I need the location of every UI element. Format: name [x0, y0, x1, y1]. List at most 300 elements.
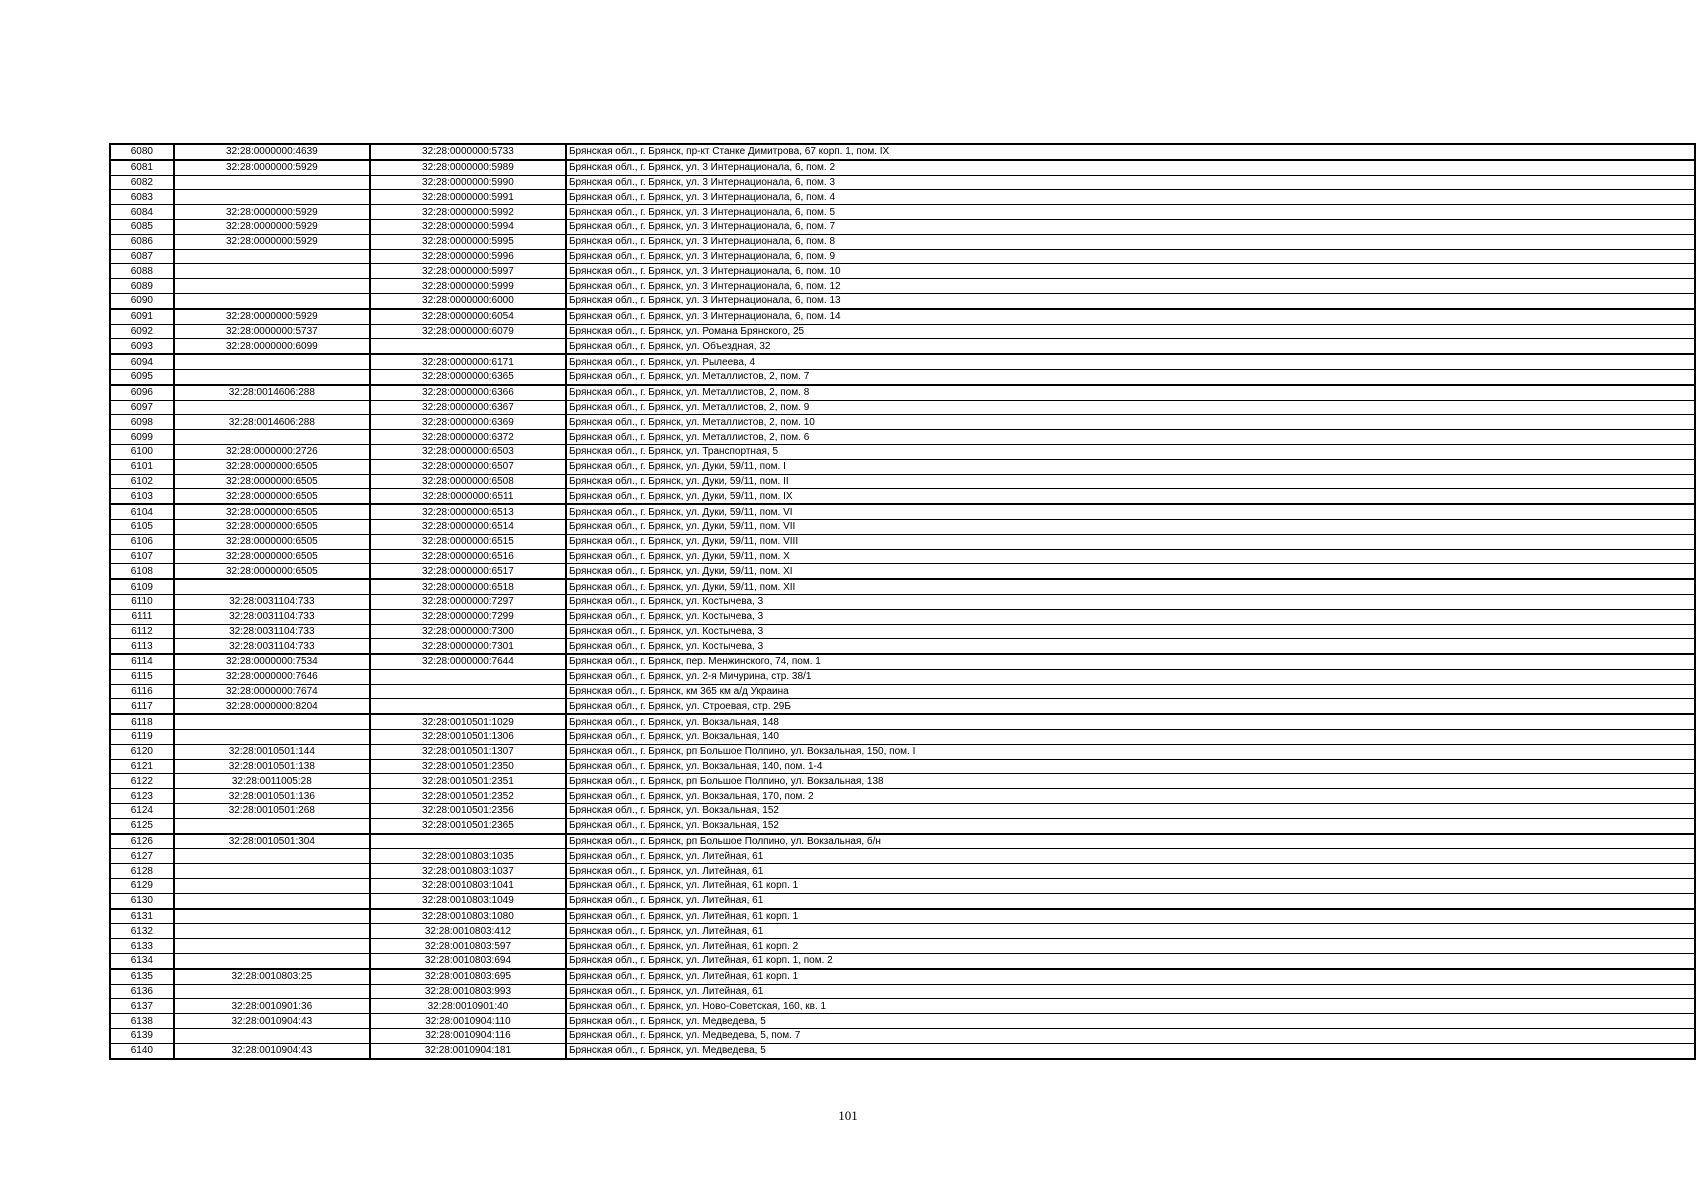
table-row — [110, 774, 1695, 789]
parent-cadastral-number-cell — [174, 730, 370, 745]
address-cell: Брянская обл., г. Брянск, ул. Литейная, 61 корп. 2 — [566, 939, 1695, 954]
parent-cadastral-number-cell: 32:28:0011005:28 — [174, 774, 370, 789]
address-cell: Брянская обл., г. Брянск, ул. Костычева, 3 — [566, 639, 1695, 654]
page-number: 101 — [838, 1108, 858, 1123]
cadastral-number-cell: 32:28:0010904:181 — [370, 1043, 566, 1058]
parent-cadastral-number-cell: 32:28:0000000:6505 — [174, 519, 370, 534]
address-cell: Брянская обл., г. Брянск, ул. 3 Интернационала, 6, пом. 4 — [566, 190, 1695, 205]
row-number-cell: 6107 — [110, 549, 174, 564]
table-row — [110, 939, 1695, 954]
address-cell: Брянская обл., г. Брянск, ул. Литейная, 61 — [566, 893, 1695, 908]
address-cell: Брянская обл., г. Брянск, ул. Литейная, 61 — [566, 849, 1695, 864]
address-cell: Брянская обл., г. Брянск, ул. Вокзальная, 152 — [566, 818, 1695, 833]
cadastral-number-cell: 32:28:0000000:7644 — [370, 654, 566, 669]
table-row — [110, 385, 1695, 400]
address-cell: Брянская обл., г. Брянск, ул. Литейная, 61 — [566, 984, 1695, 999]
row-number-cell: 6125 — [110, 818, 174, 833]
table-row — [110, 519, 1695, 534]
parent-cadastral-number-cell — [174, 984, 370, 999]
cadastral-number-cell: 32:28:0000000:7299 — [370, 609, 566, 624]
row-number-cell: 6112 — [110, 624, 174, 639]
cadastral-number-cell — [370, 684, 566, 699]
row-number-cell: 6084 — [110, 205, 174, 220]
cadastral-number-cell: 32:28:0000000:7297 — [370, 594, 566, 609]
row-number-cell: 6113 — [110, 639, 174, 654]
address-cell: Брянская обл., г. Брянск, ул. Литейная, 61 — [566, 864, 1695, 879]
parent-cadastral-number-cell: 32:28:0000000:5929 — [174, 160, 370, 175]
row-number-cell: 6096 — [110, 385, 174, 400]
parent-cadastral-number-cell: 32:28:0000000:6505 — [174, 534, 370, 549]
row-number-cell: 6131 — [110, 909, 174, 924]
address-cell: Брянская обл., г. Брянск, ул. Дуки, 59/11, пом. VI — [566, 504, 1695, 519]
address-cell: Брянская обл., г. Брянск, ул. Костычева, 3 — [566, 624, 1695, 639]
cadastral-number-cell: 32:28:0010501:2350 — [370, 759, 566, 774]
table-row — [110, 999, 1695, 1014]
address-cell: Брянская обл., г. Брянск, ул. Транспортная, 5 — [566, 444, 1695, 459]
table-row — [110, 474, 1695, 489]
parent-cadastral-number-cell — [174, 939, 370, 954]
row-number-cell: 6140 — [110, 1043, 174, 1058]
row-number-cell: 6089 — [110, 279, 174, 294]
parent-cadastral-number-cell — [174, 818, 370, 833]
address-cell: Брянская обл., г. Брянск, ул. Костычева, 3 — [566, 594, 1695, 609]
address-cell: Брянская обл., г. Брянск, ул. Рылеева, 4 — [566, 354, 1695, 369]
parent-cadastral-number-cell: 32:28:0000000:5929 — [174, 234, 370, 249]
address-cell: Брянская обл., г. Брянск, ул. Романа Брянского, 25 — [566, 324, 1695, 339]
table-row — [110, 415, 1695, 430]
row-number-cell: 6094 — [110, 354, 174, 369]
cadastral-number-cell: 32:28:0010803:993 — [370, 984, 566, 999]
parent-cadastral-number-cell: 32:28:0000000:6505 — [174, 564, 370, 579]
cadastral-number-cell: 32:28:0010501:2352 — [370, 789, 566, 804]
table-row — [110, 489, 1695, 504]
address-cell: Брянская обл., г. Брянск, ул. Ново-Советская, 160, кв. 1 — [566, 999, 1695, 1014]
parent-cadastral-number-cell: 32:28:0000000:6505 — [174, 549, 370, 564]
parent-cadastral-number-cell: 32:28:0000000:7534 — [174, 654, 370, 669]
cadastral-number-cell: 32:28:0010501:2365 — [370, 818, 566, 833]
table-row — [110, 504, 1695, 519]
row-number-cell: 6122 — [110, 774, 174, 789]
cadastral-number-cell: 32:28:0000000:6503 — [370, 444, 566, 459]
parent-cadastral-number-cell — [174, 279, 370, 294]
address-cell: Брянская обл., г. Брянск, ул. 3 Интернационала, 6, пом. 2 — [566, 160, 1695, 175]
row-number-cell: 6109 — [110, 579, 174, 594]
row-number-cell: 6129 — [110, 879, 174, 894]
cadastral-number-cell: 32:28:0000000:6372 — [370, 430, 566, 445]
table-row — [110, 459, 1695, 474]
parent-cadastral-number-cell: 32:28:0000000:6099 — [174, 339, 370, 354]
cadastral-number-cell: 32:28:0010501:1307 — [370, 744, 566, 759]
table-row — [110, 879, 1695, 894]
cadastral-number-cell: 32:28:0010803:1080 — [370, 909, 566, 924]
parent-cadastral-number-cell: 32:28:0000000:5929 — [174, 205, 370, 220]
address-cell: Брянская обл., г. Брянск, ул. Костычева, 3 — [566, 609, 1695, 624]
table-row — [110, 175, 1695, 190]
row-number-cell: 6121 — [110, 759, 174, 774]
row-number-cell: 6081 — [110, 160, 174, 175]
address-cell: Брянская обл., г. Брянск, ул. Дуки, 59/11, пом. VIII — [566, 534, 1695, 549]
table-row — [110, 954, 1695, 969]
address-cell: Брянская обл., г. Брянск, ул. Медведева, 5 — [566, 1043, 1695, 1058]
cadastral-number-cell: 32:28:0010501:2351 — [370, 774, 566, 789]
cadastral-number-cell: 32:28:0000000:6516 — [370, 549, 566, 564]
table-row — [110, 744, 1695, 759]
row-number-cell: 6127 — [110, 849, 174, 864]
cadastral-number-cell: 32:28:0000000:5995 — [370, 234, 566, 249]
table-row — [110, 969, 1695, 984]
address-cell: Брянская обл., г. Брянск, ул. 3 Интернационала, 6, пом. 14 — [566, 309, 1695, 324]
cadastral-number-cell: 32:28:0000000:7301 — [370, 639, 566, 654]
parent-cadastral-number-cell: 32:28:0010901:36 — [174, 999, 370, 1014]
cadastral-number-cell: 32:28:0010803:1041 — [370, 879, 566, 894]
cadastral-number-cell: 32:28:0010803:1035 — [370, 849, 566, 864]
parent-cadastral-number-cell: 32:28:0010904:43 — [174, 1043, 370, 1058]
row-number-cell: 6093 — [110, 339, 174, 354]
row-number-cell: 6132 — [110, 924, 174, 939]
cadastral-number-cell: 32:28:0000000:6171 — [370, 354, 566, 369]
cadastral-number-cell: 32:28:0010501:1029 — [370, 714, 566, 729]
cadastral-number-cell: 32:28:0000000:5997 — [370, 264, 566, 279]
row-number-cell: 6090 — [110, 293, 174, 308]
cadastral-number-cell: 32:28:0010803:1049 — [370, 893, 566, 908]
table-row — [110, 205, 1695, 220]
address-cell: Брянская обл., г. Брянск, ул. Литейная, 61 корп. 1 — [566, 879, 1695, 894]
parent-cadastral-number-cell: 32:28:0000000:5929 — [174, 219, 370, 234]
row-number-cell: 6118 — [110, 714, 174, 729]
cadastral-number-cell — [370, 699, 566, 714]
address-cell: Брянская обл., г. Брянск, ул. Литейная, 61 корп. 1 — [566, 969, 1695, 984]
parent-cadastral-number-cell — [174, 849, 370, 864]
cadastral-number-cell: 32:28:0000000:6511 — [370, 489, 566, 504]
parent-cadastral-number-cell: 32:28:0014606:288 — [174, 415, 370, 430]
table-row — [110, 654, 1695, 669]
parent-cadastral-number-cell: 32:28:0010803:25 — [174, 969, 370, 984]
row-number-cell: 6103 — [110, 489, 174, 504]
parent-cadastral-number-cell — [174, 909, 370, 924]
row-number-cell: 6099 — [110, 430, 174, 445]
row-number-cell: 6097 — [110, 400, 174, 415]
address-cell: Брянская обл., г. Брянск, ул. Дуки, 59/11, пом. IX — [566, 489, 1695, 504]
cadastral-number-cell: 32:28:0010904:116 — [370, 1029, 566, 1044]
cadastral-number-cell: 32:28:0000000:6000 — [370, 293, 566, 308]
address-cell: Брянская обл., г. Брянск, ул. Металлистов, 2, пом. 8 — [566, 385, 1695, 400]
row-number-cell: 6124 — [110, 804, 174, 819]
table-row — [110, 909, 1695, 924]
address-cell: Брянская обл., г. Брянск, ул. 3 Интернационала, 6, пом. 7 — [566, 219, 1695, 234]
table-row — [110, 624, 1695, 639]
row-number-cell: 6098 — [110, 415, 174, 430]
table-row — [110, 234, 1695, 249]
address-cell: Брянская обл., г. Брянск, ул. 3 Интернационала, 6, пом. 12 — [566, 279, 1695, 294]
parent-cadastral-number-cell — [174, 893, 370, 908]
address-cell: Брянская обл., г. Брянск, ул. Дуки, 59/11, пом. I — [566, 459, 1695, 474]
parent-cadastral-number-cell: 32:28:0010501:136 — [174, 789, 370, 804]
table-row — [110, 789, 1695, 804]
row-number-cell: 6092 — [110, 324, 174, 339]
table-row — [110, 309, 1695, 324]
cadastral-number-cell: 32:28:0000000:6513 — [370, 504, 566, 519]
parent-cadastral-number-cell: 32:28:0000000:4639 — [174, 144, 370, 160]
address-cell: Брянская обл., г. Брянск, ул. 3 Интернационала, 6, пом. 9 — [566, 249, 1695, 264]
cadastral-number-cell: 32:28:0000000:6514 — [370, 519, 566, 534]
table-row — [110, 400, 1695, 415]
parent-cadastral-number-cell — [174, 293, 370, 308]
address-cell: Брянская обл., г. Брянск, ул. Вокзальная, 148 — [566, 714, 1695, 729]
table-row — [110, 1029, 1695, 1044]
table-row — [110, 730, 1695, 745]
table-row — [110, 864, 1695, 879]
row-number-cell: 6116 — [110, 684, 174, 699]
table-row — [110, 354, 1695, 369]
table-row — [110, 834, 1695, 849]
parent-cadastral-number-cell: 32:28:0031104:733 — [174, 609, 370, 624]
table-row — [110, 534, 1695, 549]
parent-cadastral-number-cell: 32:28:0000000:6505 — [174, 504, 370, 519]
table-row — [110, 579, 1695, 594]
parent-cadastral-number-cell: 32:28:0010501:268 — [174, 804, 370, 819]
row-number-cell: 6119 — [110, 730, 174, 745]
parent-cadastral-number-cell: 32:28:0014606:288 — [174, 385, 370, 400]
row-number-cell: 6133 — [110, 939, 174, 954]
parent-cadastral-number-cell: 32:28:0031104:733 — [174, 594, 370, 609]
table-row — [110, 160, 1695, 175]
address-cell: Брянская обл., г. Брянск, ул. Металлистов, 2, пом. 7 — [566, 369, 1695, 384]
registry-table-body — [110, 144, 1695, 1059]
parent-cadastral-number-cell — [174, 354, 370, 369]
table-row — [110, 1014, 1695, 1029]
registry-table — [109, 143, 1696, 1060]
parent-cadastral-number-cell — [174, 249, 370, 264]
table-row — [110, 818, 1695, 833]
row-number-cell: 6105 — [110, 519, 174, 534]
cadastral-number-cell: 32:28:0010803:1037 — [370, 864, 566, 879]
parent-cadastral-number-cell: 32:28:0000000:6505 — [174, 474, 370, 489]
row-number-cell: 6135 — [110, 969, 174, 984]
cadastral-number-cell: 32:28:0000000:6518 — [370, 579, 566, 594]
cadastral-number-cell: 32:28:0010501:1306 — [370, 730, 566, 745]
table-row — [110, 249, 1695, 264]
table-row — [110, 264, 1695, 279]
address-cell: Брянская обл., г. Брянск, ул. Дуки, 59/11, пом. VII — [566, 519, 1695, 534]
row-number-cell: 6130 — [110, 893, 174, 908]
row-number-cell: 6110 — [110, 594, 174, 609]
row-number-cell: 6085 — [110, 219, 174, 234]
cadastral-number-cell: 32:28:0000000:6517 — [370, 564, 566, 579]
parent-cadastral-number-cell: 32:28:0000000:6505 — [174, 489, 370, 504]
parent-cadastral-number-cell: 32:28:0000000:7674 — [174, 684, 370, 699]
row-number-cell: 6080 — [110, 144, 174, 160]
row-number-cell: 6136 — [110, 984, 174, 999]
parent-cadastral-number-cell: 32:28:0010501:144 — [174, 744, 370, 759]
address-cell: Брянская обл., г. Брянск, ул. 3 Интернационала, 6, пом. 13 — [566, 293, 1695, 308]
address-cell: Брянская обл., г. Брянск, ул. Дуки, 59/11, пом. XII — [566, 579, 1695, 594]
parent-cadastral-number-cell — [174, 369, 370, 384]
row-number-cell: 6117 — [110, 699, 174, 714]
row-number-cell: 6115 — [110, 669, 174, 684]
cadastral-number-cell: 32:28:0010803:412 — [370, 924, 566, 939]
cadastral-number-cell: 32:28:0000000:5991 — [370, 190, 566, 205]
parent-cadastral-number-cell — [174, 1029, 370, 1044]
address-cell: Брянская обл., г. Брянск, пр-кт Станке Димитрова, 67 корп. 1, пом. IX — [566, 144, 1695, 160]
row-number-cell: 6120 — [110, 744, 174, 759]
row-number-cell: 6104 — [110, 504, 174, 519]
cadastral-number-cell: 32:28:0000000:6365 — [370, 369, 566, 384]
parent-cadastral-number-cell — [174, 264, 370, 279]
parent-cadastral-number-cell: 32:28:0010904:43 — [174, 1014, 370, 1029]
parent-cadastral-number-cell: 32:28:0000000:2726 — [174, 444, 370, 459]
address-cell: Брянская обл., г. Брянск, ул. Дуки, 59/11, пом. X — [566, 549, 1695, 564]
address-cell: Брянская обл., г. Брянск, рп Большое Полпино, ул. Вокзальная, 150, пом. I — [566, 744, 1695, 759]
address-cell: Брянская обл., г. Брянск, ул. Металлистов, 2, пом. 9 — [566, 400, 1695, 415]
cadastral-number-cell: 32:28:0000000:6508 — [370, 474, 566, 489]
parent-cadastral-number-cell — [174, 430, 370, 445]
row-number-cell: 6100 — [110, 444, 174, 459]
table-row — [110, 804, 1695, 819]
cadastral-number-cell: 32:28:0000000:5990 — [370, 175, 566, 190]
row-number-cell: 6108 — [110, 564, 174, 579]
address-cell: Брянская обл., г. Брянск, рп Большое Полпино, ул. Вокзальная, б/н — [566, 834, 1695, 849]
address-cell: Брянская обл., г. Брянск, ул. Вокзальная, 140 — [566, 730, 1695, 745]
row-number-cell: 6137 — [110, 999, 174, 1014]
table-row — [110, 339, 1695, 354]
parent-cadastral-number-cell: 32:28:0031104:733 — [174, 639, 370, 654]
parent-cadastral-number-cell — [174, 190, 370, 205]
address-cell: Брянская обл., г. Брянск, ул. 3 Интернационала, 6, пом. 8 — [566, 234, 1695, 249]
address-cell: Брянская обл., г. Брянск, ул. 3 Интернационала, 6, пом. 3 — [566, 175, 1695, 190]
row-number-cell: 6128 — [110, 864, 174, 879]
cadastral-number-cell: 32:28:0000000:6367 — [370, 400, 566, 415]
table-row — [110, 639, 1695, 654]
cadastral-number-cell: 32:28:0000000:5733 — [370, 144, 566, 160]
table-row — [110, 279, 1695, 294]
parent-cadastral-number-cell: 32:28:0010501:138 — [174, 759, 370, 774]
table-row — [110, 759, 1695, 774]
cadastral-number-cell: 32:28:0000000:6054 — [370, 309, 566, 324]
row-number-cell: 6087 — [110, 249, 174, 264]
row-number-cell: 6083 — [110, 190, 174, 205]
cadastral-number-cell: 32:28:0000000:6079 — [370, 324, 566, 339]
address-cell: Брянская обл., г. Брянск, ул. Вокзальная, 152 — [566, 804, 1695, 819]
cadastral-number-cell: 32:28:0000000:5996 — [370, 249, 566, 264]
table-row — [110, 684, 1695, 699]
address-cell: Брянская обл., г. Брянск, ул. Вокзальная, 140, пом. 1-4 — [566, 759, 1695, 774]
parent-cadastral-number-cell — [174, 579, 370, 594]
cadastral-number-cell: 32:28:0010803:695 — [370, 969, 566, 984]
address-cell: Брянская обл., г. Брянск, ул. Медведева, 5 — [566, 1014, 1695, 1029]
address-cell: Брянская обл., г. Брянск, ул. 3 Интернационала, 6, пом. 5 — [566, 205, 1695, 220]
table-row — [110, 849, 1695, 864]
address-cell: Брянская обл., г. Брянск, ул. Литейная, 61 корп. 1 — [566, 909, 1695, 924]
table-row — [110, 609, 1695, 624]
table-row — [110, 669, 1695, 684]
cadastral-number-cell: 32:28:0010501:2356 — [370, 804, 566, 819]
address-cell: Брянская обл., г. Брянск, ул. Литейная, 61 корп. 1, пом. 2 — [566, 954, 1695, 969]
table-row — [110, 549, 1695, 564]
parent-cadastral-number-cell — [174, 400, 370, 415]
parent-cadastral-number-cell — [174, 175, 370, 190]
row-number-cell: 6123 — [110, 789, 174, 804]
row-number-cell: 6102 — [110, 474, 174, 489]
cadastral-number-cell — [370, 834, 566, 849]
table-row — [110, 893, 1695, 908]
table-row — [110, 369, 1695, 384]
row-number-cell: 6134 — [110, 954, 174, 969]
address-cell: Брянская обл., г. Брянск, ул. Литейная, 61 — [566, 924, 1695, 939]
cadastral-number-cell: 32:28:0010904:110 — [370, 1014, 566, 1029]
address-cell: Брянская обл., г. Брянск, ул. Металлистов, 2, пом. 10 — [566, 415, 1695, 430]
table-row — [110, 699, 1695, 714]
parent-cadastral-number-cell: 32:28:0000000:5737 — [174, 324, 370, 339]
table-row — [110, 144, 1695, 160]
address-cell: Брянская обл., г. Брянск, ул. Строевая, стр. 29Б — [566, 699, 1695, 714]
table-row — [110, 219, 1695, 234]
parent-cadastral-number-cell: 32:28:0031104:733 — [174, 624, 370, 639]
parent-cadastral-number-cell: 32:28:0000000:7646 — [174, 669, 370, 684]
row-number-cell: 6139 — [110, 1029, 174, 1044]
cadastral-number-cell — [370, 339, 566, 354]
cadastral-number-cell: 32:28:0000000:5994 — [370, 219, 566, 234]
cadastral-number-cell: 32:28:0010901:40 — [370, 999, 566, 1014]
address-cell: Брянская обл., г. Брянск, рп Большое Полпино, ул. Вокзальная, 138 — [566, 774, 1695, 789]
parent-cadastral-number-cell — [174, 714, 370, 729]
row-number-cell: 6095 — [110, 369, 174, 384]
address-cell: Брянская обл., г. Брянск, ул. Металлистов, 2, пом. 6 — [566, 430, 1695, 445]
parent-cadastral-number-cell — [174, 864, 370, 879]
address-cell: Брянская обл., г. Брянск, ул. Вокзальная, 170, пом. 2 — [566, 789, 1695, 804]
parent-cadastral-number-cell: 32:28:0000000:5929 — [174, 309, 370, 324]
row-number-cell: 6114 — [110, 654, 174, 669]
address-cell: Брянская обл., г. Брянск, пер. Менжинского, 74, пом. 1 — [566, 654, 1695, 669]
row-number-cell: 6126 — [110, 834, 174, 849]
parent-cadastral-number-cell: 32:28:0000000:6505 — [174, 459, 370, 474]
cadastral-number-cell: 32:28:0000000:6515 — [370, 534, 566, 549]
address-cell: Брянская обл., г. Брянск, ул. Медведева, 5, пом. 7 — [566, 1029, 1695, 1044]
table-row — [110, 714, 1695, 729]
address-cell: Брянская обл., г. Брянск, ул. 3 Интернационала, 6, пом. 10 — [566, 264, 1695, 279]
row-number-cell: 6138 — [110, 1014, 174, 1029]
row-number-cell: 6086 — [110, 234, 174, 249]
parent-cadastral-number-cell — [174, 879, 370, 894]
cadastral-number-cell: 32:28:0010803:694 — [370, 954, 566, 969]
table-row — [110, 1043, 1695, 1058]
table-row — [110, 924, 1695, 939]
row-number-cell: 6101 — [110, 459, 174, 474]
cadastral-number-cell: 32:28:0000000:7300 — [370, 624, 566, 639]
cadastral-number-cell: 32:28:0000000:5999 — [370, 279, 566, 294]
cadastral-number-cell: 32:28:0000000:6507 — [370, 459, 566, 474]
address-cell: Брянская обл., г. Брянск, ул. Объездная, 32 — [566, 339, 1695, 354]
cadastral-number-cell: 32:28:0000000:5989 — [370, 160, 566, 175]
cadastral-number-cell: 32:28:0000000:6366 — [370, 385, 566, 400]
row-number-cell: 6106 — [110, 534, 174, 549]
parent-cadastral-number-cell — [174, 954, 370, 969]
parent-cadastral-number-cell: 32:28:0000000:8204 — [174, 699, 370, 714]
table-row — [110, 564, 1695, 579]
table-row — [110, 324, 1695, 339]
row-number-cell: 6082 — [110, 175, 174, 190]
table-row — [110, 190, 1695, 205]
parent-cadastral-number-cell: 32:28:0010501:304 — [174, 834, 370, 849]
address-cell: Брянская обл., г. Брянск, ул. Дуки, 59/11, пом. XI — [566, 564, 1695, 579]
row-number-cell: 6088 — [110, 264, 174, 279]
address-cell: Брянская обл., г. Брянск, км 365 км а/д Украина — [566, 684, 1695, 699]
cadastral-number-cell: 32:28:0000000:5992 — [370, 205, 566, 220]
cadastral-number-cell: 32:28:0000000:6369 — [370, 415, 566, 430]
address-cell: Брянская обл., г. Брянск, ул. Дуки, 59/11, пом. II — [566, 474, 1695, 489]
table-row — [110, 293, 1695, 308]
table-row — [110, 444, 1695, 459]
address-cell: Брянская обл., г. Брянск, ул. 2-я Мичурина, стр. 38/1 — [566, 669, 1695, 684]
